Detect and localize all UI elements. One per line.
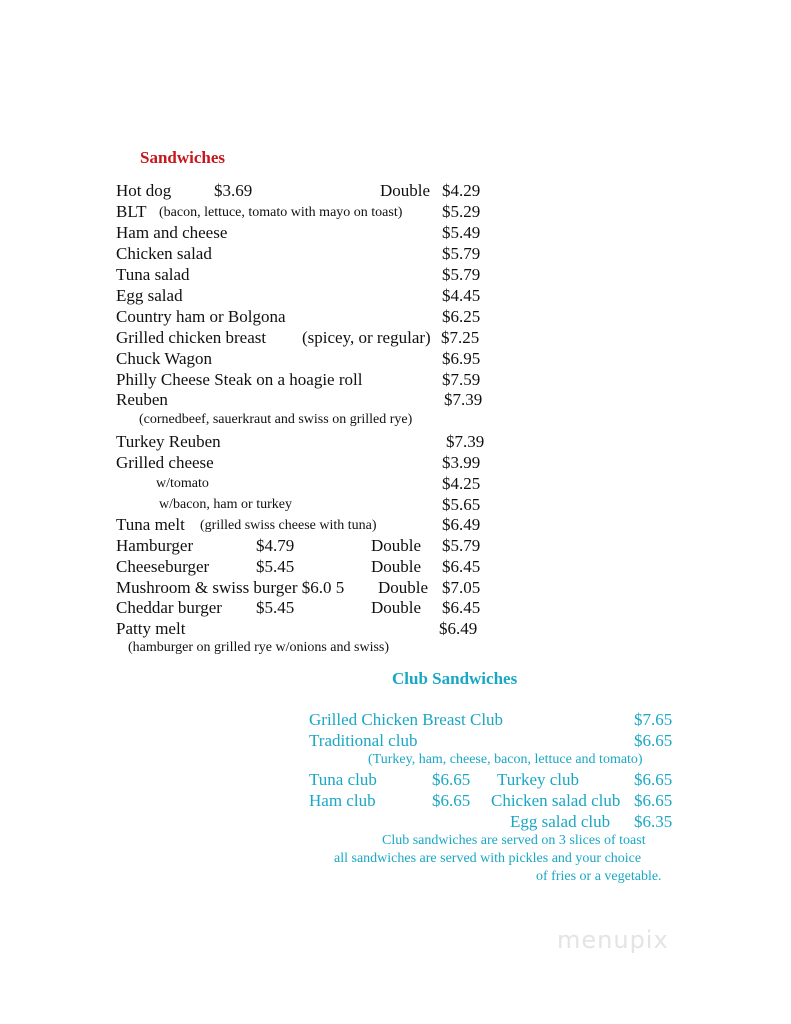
menu-item-name: Cheeseburger: [116, 557, 210, 576]
double-label: Double: [380, 181, 431, 200]
menu-item-name: w/tomato: [156, 476, 209, 491]
menu-item-name: Country ham or Bolgona: [116, 307, 286, 326]
double-price: $6.45: [442, 598, 481, 617]
menu-item-price: $7.59: [442, 370, 481, 389]
club-sandwiches-title: Club Sandwiches: [392, 669, 518, 688]
menu-item-price: $7.39: [444, 390, 483, 409]
menu-item-name: Chuck Wagon: [116, 349, 213, 368]
menu-item-name: w/bacon, ham or turkey: [159, 497, 292, 512]
menu-item-price: $5.79: [442, 244, 481, 263]
menu-item-price: $7.65: [634, 710, 673, 729]
double-price: $6.45: [442, 557, 481, 576]
double-price: $7.05: [442, 578, 481, 597]
menu-item-note: (bacon, lettuce, tomato with mayo on toast): [159, 205, 403, 220]
menu-item-price: $4.25: [442, 474, 481, 493]
menu-item-price: $6.65: [432, 770, 471, 789]
menu-item-name: Tuna club: [309, 770, 377, 789]
footer-note: all sandwiches are served with pickles and your choice: [334, 851, 642, 866]
double-label: Double: [371, 598, 422, 617]
menu-item-price: $4.79: [256, 536, 295, 555]
menu-item-price: $6.49: [439, 619, 478, 638]
footer-note: Club sandwiches are served on 3 slices of toast: [382, 833, 646, 848]
menu-item-name: Grilled Chicken Breast Club: [309, 710, 504, 729]
menu-item-price: $7.39: [446, 432, 485, 451]
menu-item-price: $6.35: [634, 812, 673, 831]
menu-item-name: Turkey Reuben: [116, 432, 221, 451]
menu-item-name: Chicken salad club: [491, 791, 621, 810]
menu-item-name: Egg salad: [116, 286, 183, 305]
menu-item-name: BLT: [116, 202, 147, 221]
menu-item-name: Traditional club: [309, 731, 418, 750]
menu-item-name: Hamburger: [116, 536, 194, 555]
menu-item-price: $6.49: [442, 515, 481, 534]
menu-item-name: Grilled chicken breast: [116, 328, 267, 347]
menupix-watermark: menupix: [557, 926, 669, 954]
menu-item-note: (Turkey, ham, cheese, bacon, lettuce and tomato): [368, 752, 643, 767]
menu-item-price: $5.29: [442, 202, 481, 221]
menu-item-price: $6.65: [634, 791, 673, 810]
menu-item-price: $3.69: [214, 181, 253, 200]
menu-item-price: $6.65: [634, 731, 673, 750]
menu-item-note: (spicey, or regular): [302, 328, 431, 347]
menu-item-price: $5.45: [256, 557, 295, 576]
menu-item-name: Turkey club: [497, 770, 580, 789]
menu-item-name: Hot dog: [116, 181, 172, 200]
menu-item-name: Tuna salad: [116, 265, 190, 284]
menu-item-name: Egg salad club: [510, 812, 611, 831]
footer-note: of fries or a vegetable.: [536, 869, 662, 884]
menu-item-name: Chicken salad: [116, 244, 212, 263]
menu-item-note: (grilled swiss cheese with tuna): [200, 518, 377, 533]
menu-item-name: Reuben: [116, 390, 168, 409]
menu-item-name: Mushroom & swiss burger $6.0 5: [116, 578, 345, 597]
menu-item-name: Grilled cheese: [116, 453, 214, 472]
menu-item-name: Cheddar burger: [116, 598, 222, 617]
menu-item-name: Ham and cheese: [116, 223, 228, 242]
double-price: $5.79: [442, 536, 481, 555]
double-price: $4.29: [442, 181, 481, 200]
menu-item-name: Ham club: [309, 791, 376, 810]
menu-item-price: $4.45: [442, 286, 481, 305]
menu-item-price: $6.65: [432, 791, 471, 810]
menu-item-price: $5.79: [442, 265, 481, 284]
menu-item-price: $7.25: [441, 328, 480, 347]
menu-item-price: $6.25: [442, 307, 481, 326]
menu-item-price: $5.45: [256, 598, 295, 617]
double-label: Double: [371, 536, 422, 555]
menu-item-price: $6.95: [442, 349, 481, 368]
menu-item-price: $6.65: [634, 770, 673, 789]
menu-item-price: $5.49: [442, 223, 481, 242]
sandwiches-title: Sandwiches: [140, 148, 226, 167]
menu-item-note: (hamburger on grilled rye w/onions and swiss): [128, 640, 390, 655]
menu-item-price: $3.99: [442, 453, 481, 472]
menu-item-name: Tuna melt: [116, 515, 185, 534]
menu-item-note: (cornedbeef, sauerkraut and swiss on grilled rye): [139, 412, 413, 427]
menu-item-price: $5.65: [442, 495, 481, 514]
double-label: Double: [371, 557, 422, 576]
double-label: Double: [378, 578, 429, 597]
menu-item-name: Philly Cheese Steak on a hoagie roll: [116, 370, 363, 389]
menu-item-name: Patty melt: [116, 619, 186, 638]
